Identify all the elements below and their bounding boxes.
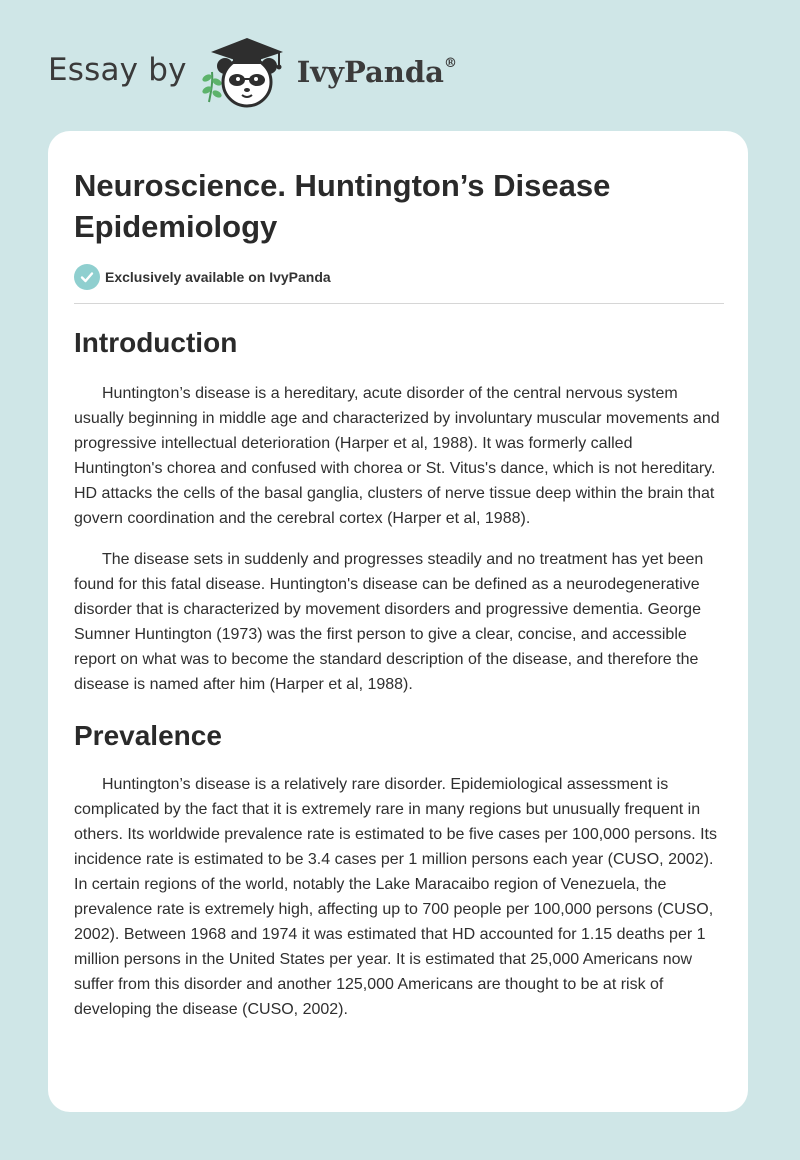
badge-label: Exclusively available on IvyPanda — [105, 269, 331, 285]
site-header — [48, 30, 457, 110]
article-title: Neuroscience. Huntington’s Disease Epidemiology — [74, 168, 611, 244]
brand-name: IvyPanda® — [296, 55, 457, 89]
section-introduction — [74, 327, 724, 697]
trademark-symbol: ® — [443, 56, 457, 72]
section-prevalence — [74, 720, 724, 1022]
article-card — [48, 131, 748, 1112]
exclusive-badge — [74, 264, 331, 290]
paragraph: Huntington’s disease is a relatively rare disorder. Epidemiological assessment is complicated by the fact that it is extremely rare in many regions but unusually frequent in others. Its worldwide prevalence rate is estimated to be five cases per 100,000 persons. Its incidence rate is estimated to be 3.4 cases per 1 million persons each year (CUSO, 2002). In certain regions of the world, notably the Lake Maracaibo region of Venezuela, the prevalence rate is extremely high, affecting up to 700 people per 100,000 persons (CUSO, 2002). Between 1968 and 1974 it was estimated that HD accounted for 1.15 deaths per 1 million persons in the United States per year. It is estimated that 25,000 Americans now suffer from this disorder and another 125,000 Americans are thought to be at risk of developing the disease (CUSO, 2002). — [74, 776, 717, 1018]
paragraph: The disease sets in suddenly and progresses steadily and no treatment has yet been found for this fatal disease. Huntington's disease can be defined as a neurodegenerative disorder that is characterized by movement disorders and progressive dementia. George Sumner Huntington (1973) was the first person to give a clear, concise, and accessible report on what was to become the standard description of the disease, and therefore the disease is named after him (Harper et al, 1988). — [74, 551, 704, 693]
check-circle-icon — [74, 264, 100, 290]
brand-prefix: Essay by — [48, 52, 187, 88]
paragraph: Huntington’s disease is a hereditary, acute disorder of the central nervous system usually beginning in middle age and characterized by involuntary muscular movements and progressive intellectual deterioration (Harper et al, 1988). It was formerly called Huntington's chorea and confused with chorea or St. Vitus's dance, which is not hereditary. HD attacks the cells of the basal ganglia, clusters of nerve tissue deep within the brain that govern coordination and the cerebral cortex (Harper et al, 1988). — [74, 385, 720, 527]
divider — [74, 303, 724, 304]
section-heading: Introduction — [74, 327, 238, 358]
panda-graduate-logo-icon[interactable] — [199, 32, 295, 108]
section-heading: Prevalence — [74, 720, 222, 751]
